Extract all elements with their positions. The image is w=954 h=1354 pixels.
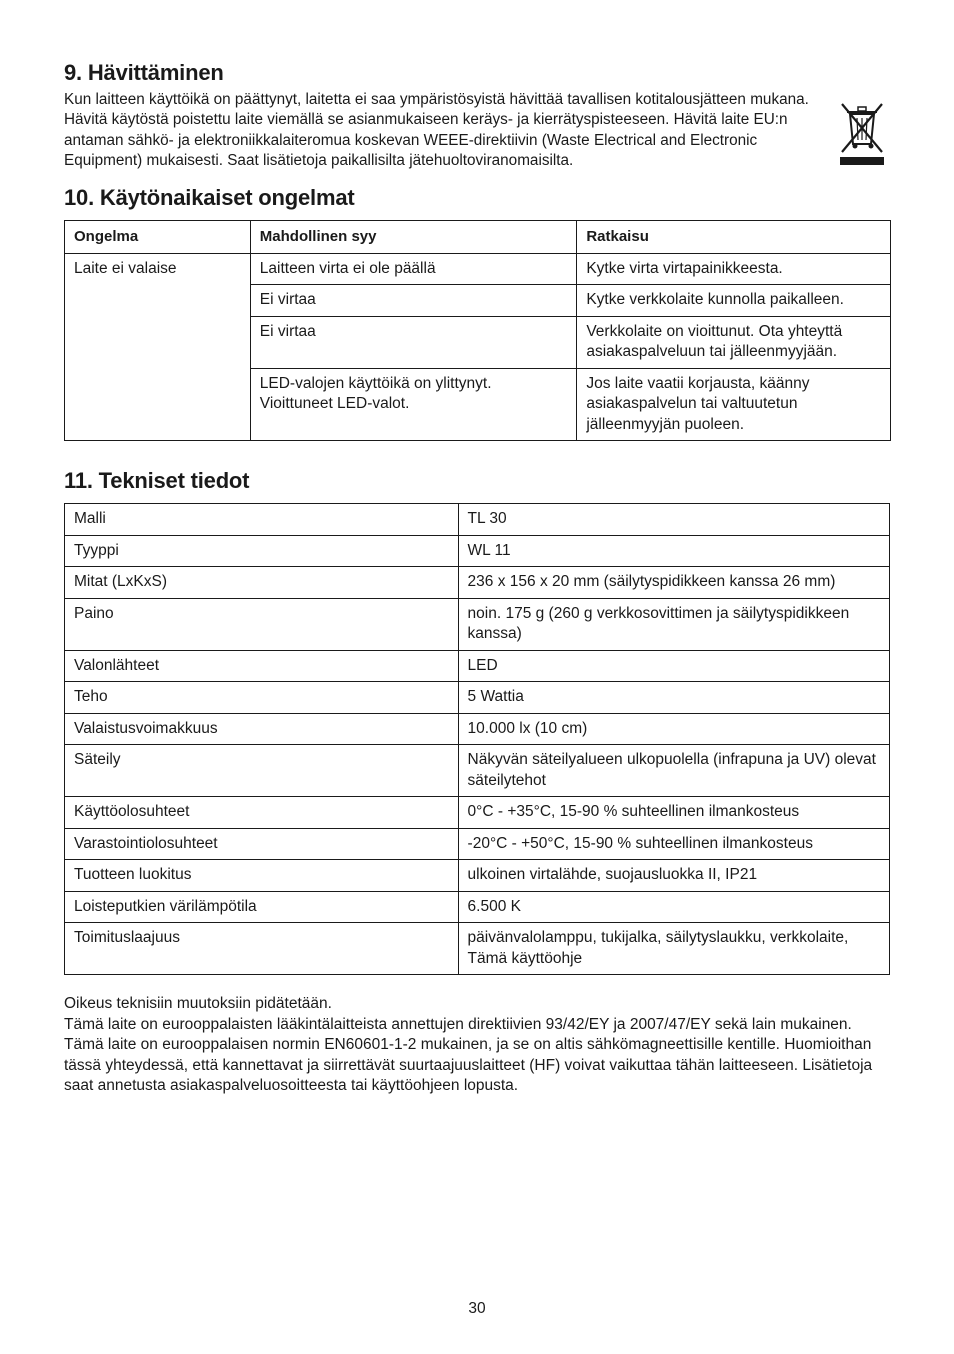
section-9-text: Kun laitteen käyttöikä on päättynyt, laitetta ei saa ympäristösyistä hävittää tavallisen kotitalousjätteen mukana. Hävitä käytöstä poistettu laite viemällä se asianmukaiseen keräys- ja kierrätyspisteeseen. Hävitä laite EU:n antaman sähkö- ja elektroniikkalaiteromua koskevan WEEE-direktiivin (Waste Electrical and Electronic Equipment) mukaisesti. Saat lisätietoja paikallisilta jätehuoltoviranomaisilta. (64, 91, 809, 169)
table-row (65, 923, 890, 975)
cause-cell: Laitteen virta ei ole päällä (250, 253, 577, 285)
table-row (65, 797, 890, 829)
table-row (65, 745, 890, 797)
spec-label: Valonlähteet (65, 650, 459, 682)
spec-label: Säteily (65, 745, 459, 797)
table-row (65, 253, 891, 285)
spec-value: 10.000 lx (10 cm) (458, 713, 889, 745)
table-row (65, 860, 890, 892)
solution-cell: Kytke verkkolaite kunnolla paikalleen. (577, 285, 891, 317)
table-row (65, 504, 890, 536)
spec-value: 5 Wattia (458, 682, 889, 714)
legal-notes (64, 994, 890, 1097)
table-row (65, 650, 890, 682)
spec-value: 236 x 156 x 20 mm (säilytyspidikkeen kanssa 26 mm) (458, 567, 889, 599)
solution-cell: Kytke virta virtapainikkeesta. (577, 253, 891, 285)
spec-label: Tuotteen luokitus (65, 860, 459, 892)
spec-label: Loisteputkien värilämpötila (65, 891, 459, 923)
solution-cell: Jos laite vaatii korjausta, käänny asiakaspalvelun tai valtuutetun jälleenmyyjän puoleen. (577, 368, 891, 441)
table-row (65, 891, 890, 923)
spec-label: Valaistusvoimakkuus (65, 713, 459, 745)
spec-label: Varastointiolosuhteet (65, 828, 459, 860)
table-row (65, 828, 890, 860)
table-row (65, 535, 890, 567)
spec-value: 6.500 K (458, 891, 889, 923)
spec-value: ulkoinen virtalähde, suojausluokka II, IP21 (458, 860, 889, 892)
spec-value: Näkyvän säteilyalueen ulkopuolella (infrapuna ja UV) olevat säteilytehot (458, 745, 889, 797)
table-row (65, 598, 890, 650)
solution-cell: Verkkolaite on vioittunut. Ota yhteyttä asiakaspalveluun tai jälleenmyyjään. (577, 316, 891, 368)
troubleshooting-table (64, 220, 891, 441)
technical-data-table (64, 503, 890, 975)
problem-cell: Laite ei valaise (65, 253, 251, 441)
section-9-heading: 9. Hävittäminen (64, 60, 224, 85)
note-paragraph: Oikeus teknisiin muutoksiin pidätetään. (64, 995, 332, 1012)
column-header: Ratkaisu (577, 221, 891, 254)
column-header: Mahdollinen syy (250, 221, 577, 254)
cause-cell: LED-valojen käyttöikä on ylittynyt. Vioittuneet LED-valot. (250, 368, 577, 441)
spec-value: WL 11 (458, 535, 889, 567)
spec-value: TL 30 (458, 504, 889, 536)
column-header: Ongelma (65, 221, 251, 254)
table-row (65, 567, 890, 599)
spec-value: LED (458, 650, 889, 682)
weee-crossed-bin-icon (838, 100, 886, 166)
spec-value: 0°C - +35°C, 15-90 % suhteellinen ilmankosteus (458, 797, 889, 829)
spec-label: Käyttöolosuhteet (65, 797, 459, 829)
table-header-row (65, 221, 891, 254)
spec-label: Teho (65, 682, 459, 714)
spec-label: Malli (65, 504, 459, 536)
table-row (65, 713, 890, 745)
spec-value: -20°C - +50°C, 15-90 % suhteellinen ilmankosteus (458, 828, 889, 860)
cause-cell: Ei virtaa (250, 285, 577, 317)
page-number: 30 (468, 1300, 486, 1317)
spec-label: Mitat (LxKxS) (65, 567, 459, 599)
section-11-heading: 11. Tekniset tiedot (64, 468, 250, 493)
spec-label: Paino (65, 598, 459, 650)
note-paragraph: Tämä laite on eurooppalaisten lääkintälaitteista annettujen direktiivien 93/42/EY ja 2007/47/EY sekä lain mukainen. (64, 1015, 852, 1033)
table-row (65, 682, 890, 714)
spec-label: Toimituslaajuus (65, 923, 459, 975)
cause-cell: Ei virtaa (250, 316, 577, 368)
section-10-heading: 10. Käytönaikaiset ongelmat (64, 185, 355, 210)
spec-value: päivänvalolamppu, tukijalka, säilytyslaukku, verkkolaite, Tämä käyttöohje (458, 923, 889, 975)
spec-value: noin. 175 g (260 g verkkosovittimen ja säilytyspidikkeen kanssa) (458, 598, 889, 650)
spec-label: Tyyppi (65, 535, 459, 567)
note-paragraph: Tämä laite on eurooppalaisen normin EN60601-1-2 mukainen, ja se on altis sähkömagneettisille kentille. Huomioithan tässä yhteydessä, että kannettavat ja siirrettävät suurtaajuuslaitteet (HF) voivat vaikuttaa tähän laitteeseen. Lisätietoja saat annetusta asiakaspalveluosoitteesta tai käyttöohjeen lopusta. (64, 1036, 873, 1094)
